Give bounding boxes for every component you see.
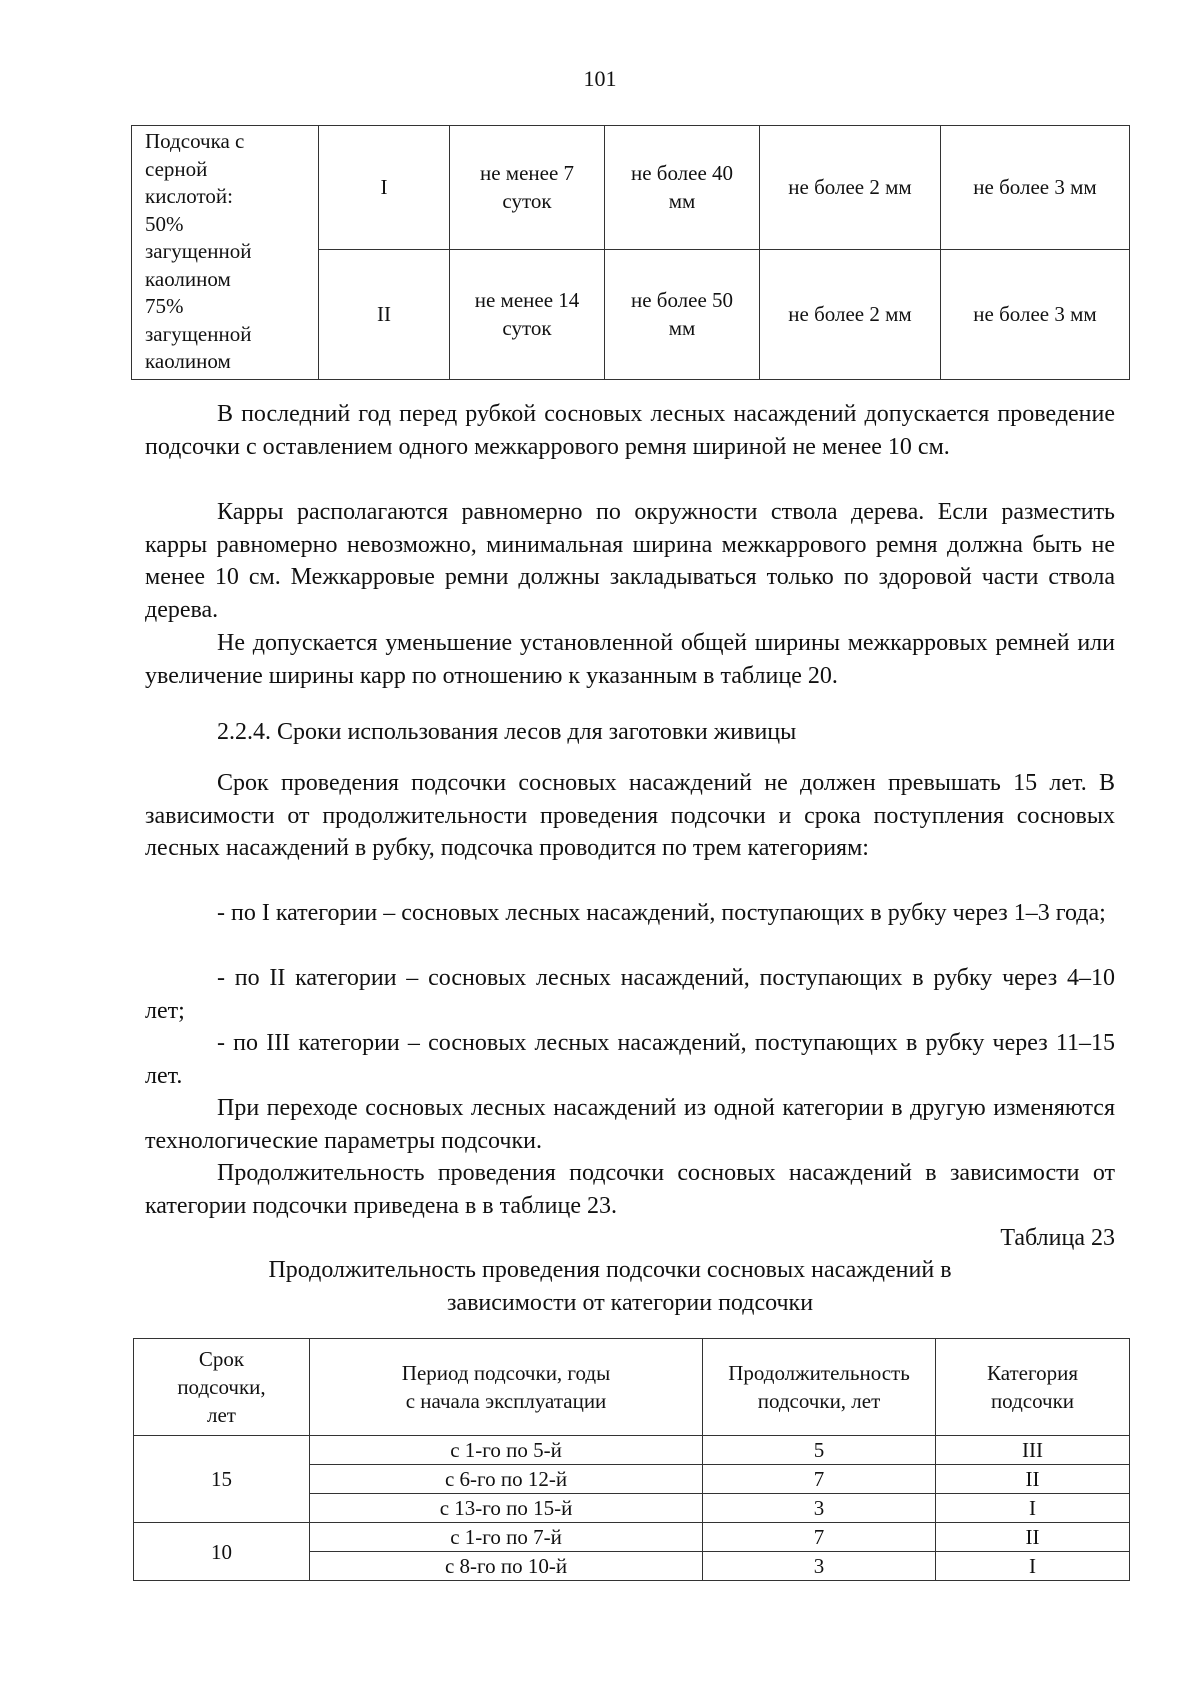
duration-cell: 3 <box>703 1494 936 1523</box>
duration-cell: 7 <box>703 1465 936 1494</box>
value-cell: не более 2 мм <box>760 250 941 380</box>
table-title: зависимости от категории подсочки <box>446 1290 814 1316</box>
value-cell: не более 2 мм <box>760 126 941 250</box>
value-cell: не более 3 мм <box>941 250 1130 380</box>
category-cell: II <box>936 1465 1130 1494</box>
table-row <box>134 1436 1130 1465</box>
duration-cell: 3 <box>703 1552 936 1581</box>
paragraph: В последний год перед рубкой сосновых лесных насаждений допускается проведение подсочки с оставлением одного межкаррового ремня шириной не менее 10 см. <box>145 401 1115 460</box>
value-cell: не более 3 мм <box>941 126 1130 250</box>
period-cell: с 13-го по 15-й <box>310 1494 703 1523</box>
category-cell: II <box>936 1523 1130 1552</box>
category-cell: I <box>319 126 450 250</box>
paragraph: Срок проведения подсочки сосновых насаждений не должен превышать 15 лет. В зависимости от продолжительности проведения подсочки и срока поступления сосновых лесных насаждений в рубку, подсочка проводится по трем категориям: <box>145 770 1115 861</box>
list-item: - по I категории – сосновых лесных насаждений, поступающих в рубку через 1–3 года; <box>217 900 1106 926</box>
table-header-row <box>134 1339 1130 1436</box>
table-label: Таблица 23 <box>1000 1225 1115 1251</box>
term-cell: 15 <box>134 1436 310 1523</box>
period-cell: не менее 14 суток <box>450 250 605 380</box>
width-cell: не более 40 мм <box>605 126 760 250</box>
duration-cell: 7 <box>703 1523 936 1552</box>
period-cell: с 1-го по 5-й <box>310 1436 703 1465</box>
page-number: 101 <box>583 66 617 91</box>
column-header: Срок подсочки, лет <box>134 1339 310 1436</box>
paragraph: При переходе сосновых лесных насаждений из одной категории в другую изменяются технологические параметры подсочки. <box>145 1095 1115 1154</box>
duration-cell: 5 <box>703 1436 936 1465</box>
category-cell: III <box>936 1436 1130 1465</box>
paragraph: Продолжительность проведения подсочки сосновых насаждений в зависимости от категории подсочки приведена в в таблице 23. <box>145 1160 1115 1219</box>
table-row <box>132 126 1130 250</box>
tapping-method-cell: Подсочка с серной кислотой: 50% загущенной каолином 75% загущенной каолином <box>132 126 319 380</box>
table-row <box>134 1523 1130 1552</box>
period-cell: не менее 7 суток <box>450 126 605 250</box>
category-cell: II <box>319 250 450 380</box>
category-cell: I <box>936 1552 1130 1581</box>
list-item: - по II категории – сосновых лесных насаждений, поступающих в рубку через 4–10 лет; <box>145 965 1115 1024</box>
column-header: Период подсочки, годы с начала эксплуатации <box>310 1339 703 1436</box>
period-cell: с 8-го по 10-й <box>310 1552 703 1581</box>
category-cell: I <box>936 1494 1130 1523</box>
term-cell: 10 <box>134 1523 310 1581</box>
table-23 <box>133 1338 1130 1581</box>
section-heading: 2.2.4. Сроки использования лесов для заготовки живицы <box>217 719 797 745</box>
width-cell: не более 50 мм <box>605 250 760 380</box>
column-header: Продолжительность подсочки, лет <box>703 1339 936 1436</box>
tapping-parameters-table-continuation <box>131 125 1130 380</box>
paragraph: Карры располагаются равномерно по окружности ствола дерева. Если разместить карры равномерно невозможно, минимальная ширина межкаррового ремня должна быть не менее 10 см. Межкарровые ремни должны закладываться только по здоровой части ствола дерева. <box>145 499 1115 623</box>
column-header: Категория подсочки <box>936 1339 1130 1436</box>
list-item: - по III категории – сосновых лесных насаждений, поступающих в рубку через 11–15 лет. <box>145 1030 1115 1089</box>
table-title: Продолжительность проведения подсочки сосновых насаждений в <box>268 1257 952 1283</box>
period-cell: с 6-го по 12-й <box>310 1465 703 1494</box>
paragraph: Не допускается уменьшение установленной общей ширины межкарровых ремней или увеличение ширины карр по отношению к указанным в таблице 20. <box>145 630 1115 689</box>
period-cell: с 1-го по 7-й <box>310 1523 703 1552</box>
